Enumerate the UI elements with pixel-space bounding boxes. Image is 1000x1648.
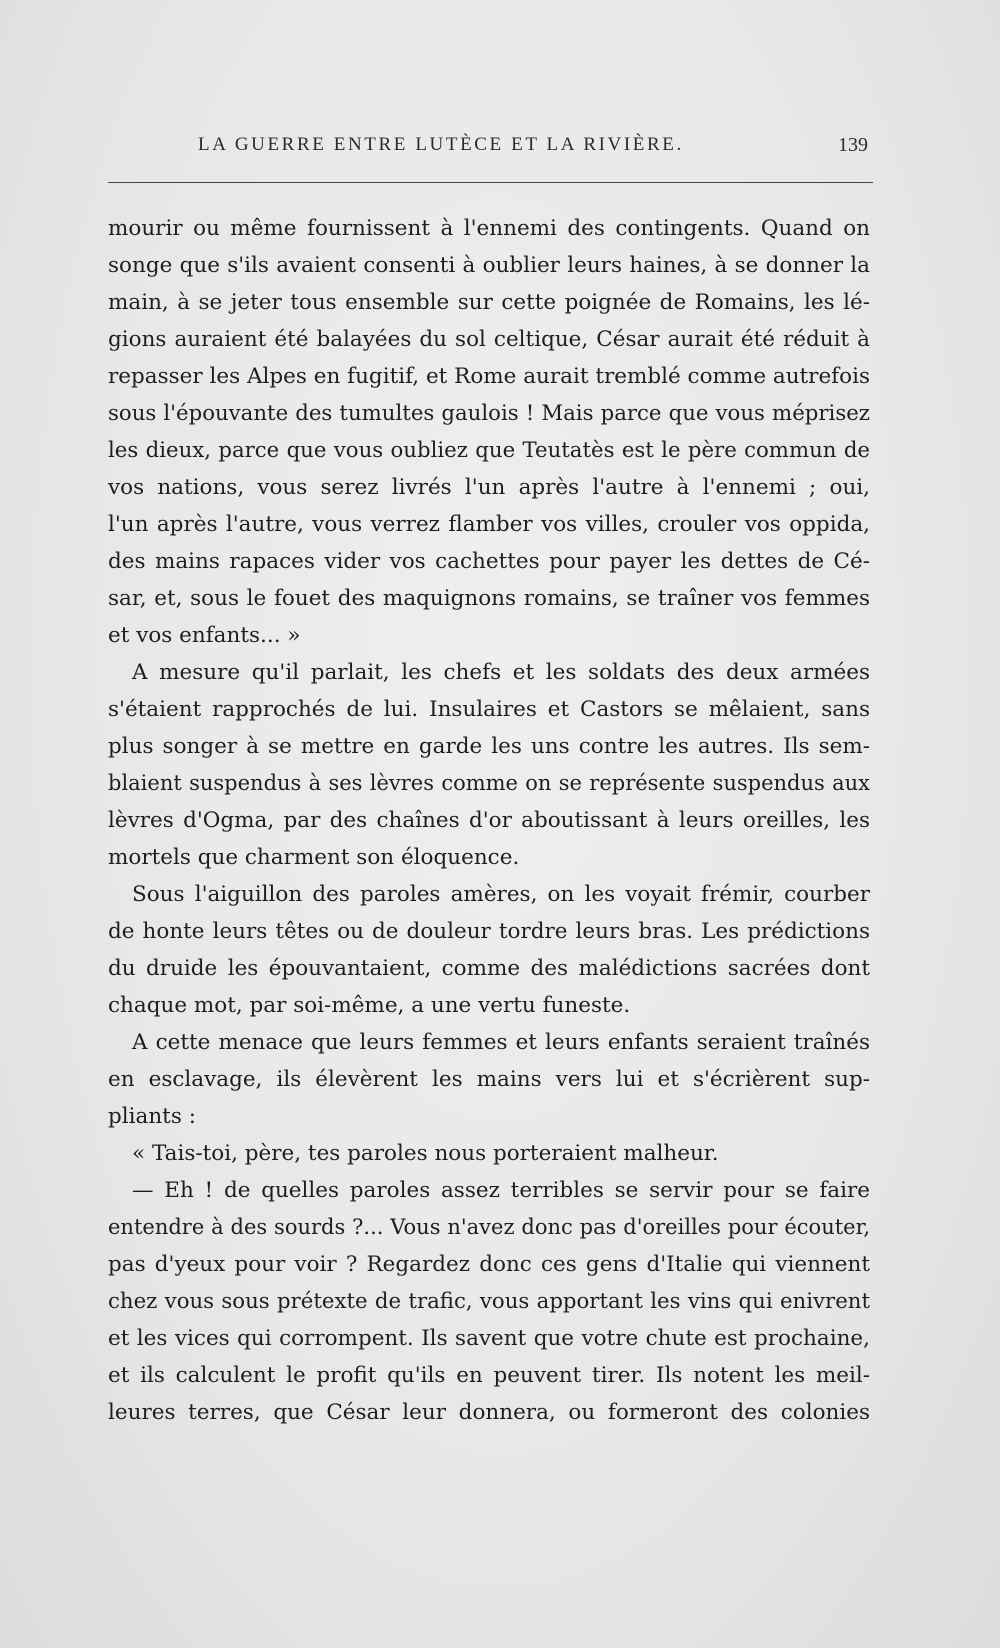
text-line: s'étaient rapprochés de lui. Insulaires et Castors se mêlaient, sans	[108, 697, 870, 722]
text-line: gions auraient été balayées du sol celtique, César aurait été réduit à	[108, 327, 870, 352]
text-line: leures terres, que César leur donnera, ou formeront des colonies	[108, 1400, 870, 1425]
text-line: chaque mot, par soi-même, a une vertu funeste.	[108, 993, 631, 1018]
text-line: songe que s'ils avaient consenti à oublier leurs haines, à se donner la	[108, 253, 870, 278]
text-line: Sous l'aiguillon des paroles amères, on les voyait frémir, courber	[132, 882, 870, 907]
text-line: et vos enfants... »	[108, 623, 301, 648]
running-head	[108, 134, 868, 168]
body-text	[108, 210, 870, 1431]
text-line: en esclavage, ils élevèrent les mains vers lui et s'écrièrent sup-	[108, 1067, 870, 1092]
header-rule	[108, 182, 873, 183]
text-line: et ils calculent le profit qu'ils en peuvent tirer. Ils notent les meil-	[108, 1363, 870, 1388]
text-line: A cette menace que leurs femmes et leurs enfants seraient traînés	[132, 1030, 870, 1055]
page-number: 139	[838, 134, 868, 156]
text-line: sous l'épouvante des tumultes gaulois ! Mais parce que vous méprisez	[108, 401, 870, 426]
text-line: des mains rapaces vider vos cachettes pour payer les dettes de Cé-	[108, 549, 870, 574]
text-line: et les vices qui corrompent. Ils savent que votre chute est prochaine,	[108, 1326, 870, 1351]
text-line: repasser les Alpes en fugitif, et Rome aurait tremblé comme autrefois	[108, 364, 870, 389]
text-line: pas d'yeux pour voir ? Regardez donc ces gens d'Italie qui viennent	[108, 1252, 870, 1277]
text-line: vos nations, vous serez livrés l'un après l'autre à l'ennemi ; oui,	[108, 475, 870, 500]
text-line: lèvres d'Ogma, par des chaînes d'or aboutissant à leurs oreilles, les	[108, 808, 870, 833]
text-line: mourir ou même fournissent à l'ennemi des contingents. Quand on	[108, 216, 870, 241]
text-line: du druide les épouvantaient, comme des malédictions sacrées dont	[108, 956, 870, 981]
text-line: de honte leurs têtes ou de douleur tordre leurs bras. Les prédictions	[108, 919, 870, 944]
text-line: entendre à des sourds ?... Vous n'avez donc pas d'oreilles pour écouter,	[108, 1215, 870, 1239]
text-line: mortels que charment son éloquence.	[108, 845, 520, 870]
text-line: les dieux, parce que vous oubliez que Teutatès est le père commun de	[108, 438, 870, 463]
text-line: « Tais-toi, père, tes paroles nous porteraient malheur.	[132, 1141, 719, 1166]
text-line: — Eh ! de quelles paroles assez terribles se servir pour se faire	[132, 1178, 870, 1203]
running-title: LA GUERRE ENTRE LUTÈCE ET LA RIVIÈRE.	[198, 134, 684, 155]
text-line: sar, et, sous le fouet des maquignons romains, se traîner vos femmes	[108, 586, 870, 611]
text-line: main, à se jeter tous ensemble sur cette poignée de Romains, les lé-	[108, 290, 870, 315]
text-line: blaient suspendus à ses lèvres comme on se représente suspendus aux	[108, 771, 870, 795]
text-line: chez vous sous prétexte de trafic, vous apportant les vins qui enivrent	[108, 1289, 870, 1314]
text-line: plus songer à se mettre en garde les uns contre les autres. Ils sem-	[108, 734, 870, 759]
text-line: pliants :	[108, 1104, 196, 1129]
text-line: l'un après l'autre, vous verrez flamber vos villes, crouler vos oppida,	[108, 512, 870, 537]
text-line: A mesure qu'il parlait, les chefs et les soldats des deux armées	[132, 660, 870, 685]
